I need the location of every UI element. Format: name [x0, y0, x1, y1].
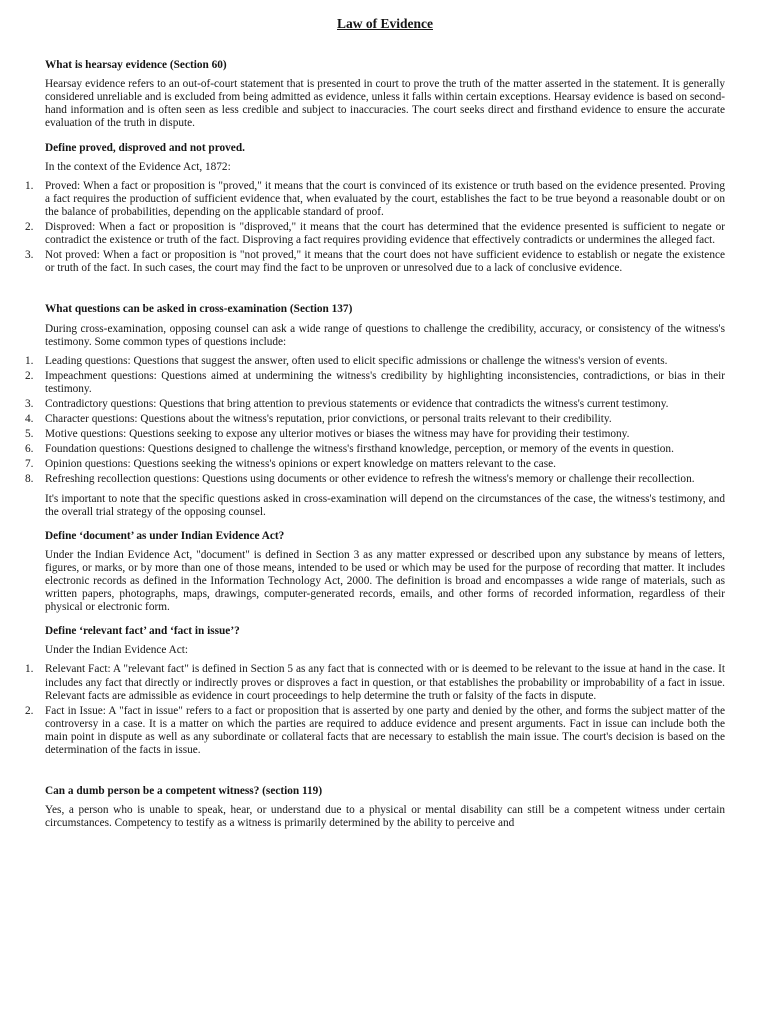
list-item-number: 2. — [25, 369, 34, 382]
paragraph-proved-intro: In the context of the Evidence Act, 1872: — [45, 160, 231, 173]
list-item-number: 2. — [25, 221, 34, 234]
list-item — [25, 458, 725, 471]
list-item-text: Fact in Issue: A "fact in issue" refers to a fact or proposition that is asserted by one party and denied by the other, and forms the subject matter of the controversy in a case. It is a matter on which the parties are required to adduce evidence and present arguments. Fact in issue can include both the main point in dispute as well as any subordinate or collateral facts that are necessary to establish the main issue. The court's decision is based on the determination of the facts in issue. — [45, 704, 725, 757]
list-item-text: Relevant Fact: A "relevant fact" is defined in Section 5 as any fact that is connected with or is deemed to be relevant to the issue at hand in the case. It includes any fact that directly or indirectly proves or disproves a fact in question, or that establishes the probability or improbability of a fact in issue. Relevant facts are admissible as evidence in court proceedings to help determine the truth or falsity of the facts in dispute. — [45, 663, 725, 702]
list-item-text: Foundation questions: Questions designed to challenge the witness's firsthand knowledge, perception, or memory of the events in question. — [45, 443, 674, 456]
document-title: Law of Evidence — [337, 16, 433, 31]
list-item — [25, 249, 725, 275]
section-heading-cross-examination: What questions can be asked in cross-examination (Section 137) — [45, 303, 353, 316]
paragraph-relevant-fact-intro: Under the Indian Evidence Act: — [45, 644, 189, 657]
list-item — [25, 370, 725, 396]
list-item — [25, 413, 725, 426]
list-item-number: 6. — [25, 443, 34, 456]
section-document-definition — [45, 530, 725, 615]
numbered-list-cross-exam — [25, 354, 725, 487]
section-heading-relevant-fact: Define ‘relevant fact’ and ‘fact in issue’? — [45, 625, 240, 638]
list-item-text: Proved: When a fact or proposition is "proved," it means that the court is convinced of its existence or truth based on the evidence presented. Proving a fact requires the production of sufficient evidence that, when evaluated by the court, establishes the fact to be true beyond a reasonable doubt or on the balance of probabilities, depending on the applicable standard of proof. — [45, 179, 725, 218]
list-item-text: Character questions: Questions about the witness's reputation, prior convictions, or personal traits relevant to their credibility. — [45, 413, 612, 426]
list-item-number: 3. — [25, 397, 34, 410]
list-item-number: 8. — [25, 473, 34, 486]
list-item-number: 1. — [25, 663, 34, 676]
numbered-list-relevant-fact — [25, 663, 725, 757]
list-item-number: 1. — [25, 354, 34, 367]
list-item-text: Refreshing recollection questions: Questions using documents or other evidence to refresh the witness's memory or challenge their recollection. — [45, 473, 695, 486]
list-item-number: 2. — [25, 704, 34, 717]
list-item — [25, 180, 725, 219]
paragraph-hearsay: Hearsay evidence refers to an out-of-court statement that is presented in court to prove the truth of the matter asserted in the statement. It is generally considered unreliable and is excluded from being admitted as evidence, unless it falls within certain exceptions. Hearsay evidence is based on second-hand information and is often seen as less credible and subject to inaccuracies. The court seeks direct and firsthand evidence to ensure the accurate evaluation of the truth in dispute. — [45, 78, 725, 130]
list-item-number: 3. — [25, 249, 34, 262]
list-item-text: Opinion questions: Questions seeking the witness's opinions or expert knowledge on matters relevant to the case. — [45, 458, 556, 471]
paragraph-document-definition: Under the Indian Evidence Act, "document" is defined in Section 3 as any matter expressed or described upon any substance by means of letters, figures, or marks, or by more than one of those means, intended to be used or which may be used for the purpose of recording that matter. It includes electronic records as defined in the Information Technology Act, 2000. The definition is broad and encompasses a wide range of materials, such as written papers, photographs, maps, drawings, computer-generated records, emails, and other forms of recorded information, regardless of their physical or electronic form. — [45, 548, 725, 614]
paragraph-cross-exam-outro: It's important to note that the specific questions asked in cross-examination will depend on the circumstances of the case, the witness's testimony, and the overall trial strategy of the opposing counsel. — [45, 492, 725, 518]
section-heading-hearsay: What is hearsay evidence (Section 60) — [45, 59, 227, 72]
list-item — [25, 663, 725, 702]
list-item-number: 5. — [25, 428, 34, 441]
list-item-number: 4. — [25, 413, 34, 426]
list-item-number: 1. — [25, 179, 34, 192]
section-heading-proved-disproved: Define proved, disproved and not proved. — [45, 141, 245, 154]
list-item — [25, 428, 725, 441]
section-heading-competent-witness: Can a dumb person be a competent witness? (section 119) — [45, 785, 323, 798]
list-item-text: Motive questions: Questions seeking to expose any ulterior motives or biases the witness may have for providing their testimony. — [45, 428, 630, 441]
section-relevant-fact — [25, 625, 725, 757]
section-cross-examination — [25, 303, 725, 518]
numbered-list-proved — [25, 179, 725, 276]
section-competent-witness — [45, 785, 725, 830]
section-heading-document-definition: Define ‘document’ as under Indian Evidence Act? — [45, 529, 285, 542]
list-item — [25, 443, 725, 456]
list-item-number: 7. — [25, 458, 34, 471]
list-item-text: Not proved: When a fact or proposition is "not proved," it means that the court does not have sufficient evidence to establish or negate the existence or truth of the fact. In such cases, the court may find the fact to be unproven or unresolved due to a lack of conclusive evidence. — [45, 249, 725, 275]
list-item — [25, 355, 725, 368]
list-item-text: Contradictory questions: Questions that bring attention to previous statements or evidence that contradicts the witness's current testimony. — [45, 397, 669, 410]
list-item — [25, 705, 725, 757]
section-hearsay — [45, 59, 725, 130]
list-item-text: Disproved: When a fact or proposition is "disproved," it means that the court has determined that the evidence presented is sufficient to negate or contradict the existence or truth of the fact. Disproving a fact requires providing evidence that effectively contradicts or undermines the alleged fact. — [45, 221, 725, 247]
paragraph-cross-exam-intro: During cross-examination, opposing counsel can ask a wide range of questions to challenge the credibility, accuracy, or consistency of the witness's testimony. Some common types of questions include: — [45, 322, 725, 348]
section-proved-disproved — [25, 141, 725, 276]
paragraph-competent-witness: Yes, a person who is unable to speak, hear, or understand due to a physical or mental disability can still be a competent witness under certain circumstances. Competency to testify as a witness is primarily determined by the ability to perceive and — [45, 804, 725, 830]
list-item-text: Impeachment questions: Questions aimed at undermining the witness's credibility by highlighting inconsistencies, contradictions, or bias in their testimony. — [45, 369, 725, 395]
list-item-text: Leading questions: Questions that suggest the answer, often used to elicit specific admissions or challenge the witness's version of events. — [45, 354, 668, 367]
list-item — [25, 221, 725, 247]
list-item — [25, 473, 725, 486]
list-item — [25, 398, 725, 411]
